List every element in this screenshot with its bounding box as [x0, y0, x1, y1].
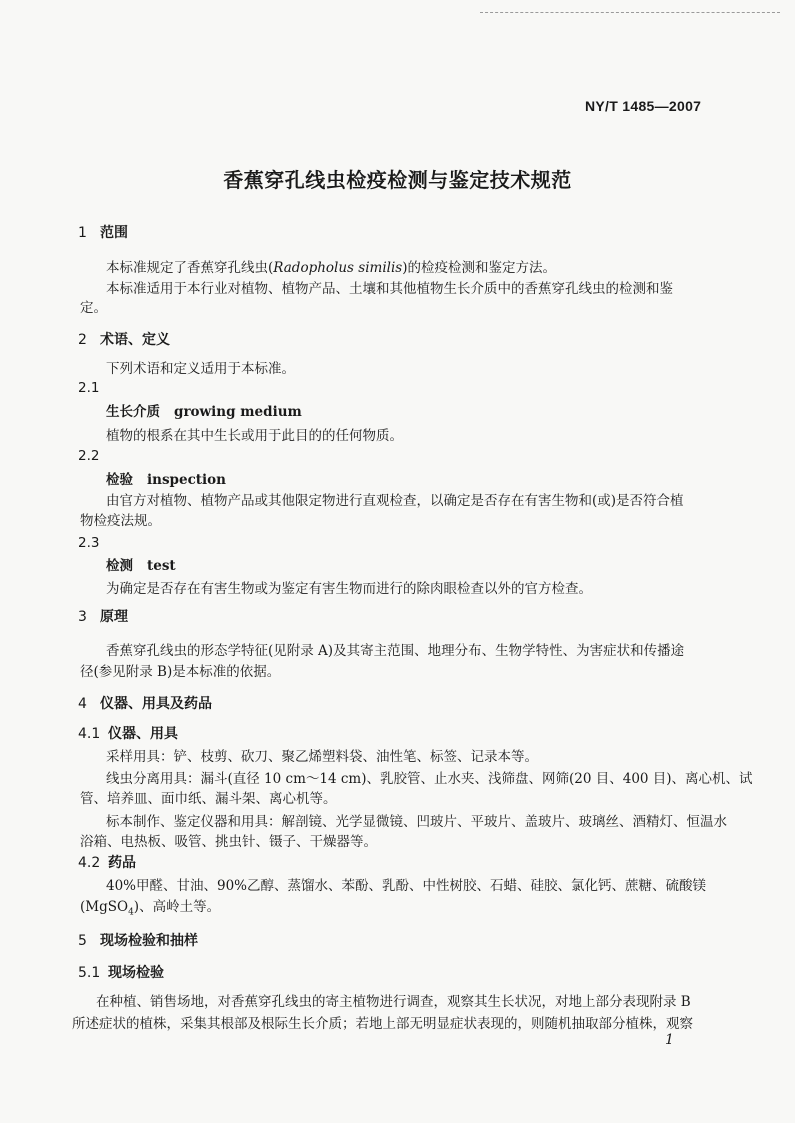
- section-title: 现场检验和抽样: [100, 933, 198, 949]
- section-title: 术语、定义: [100, 332, 170, 348]
- section-number: 4.2: [78, 855, 101, 871]
- term-2-1-definition: 植物的根系在其中生长或用于此目的的任何物质。: [106, 428, 403, 444]
- reagents-line-2: (MgSO$_4$)、高岭土等。: [80, 899, 221, 918]
- section-title: 药品: [108, 855, 136, 871]
- header-rule: [480, 12, 780, 13]
- section-number: 2: [78, 332, 87, 348]
- terms-intro: 下列术语和定义适用于本标准。: [106, 361, 295, 377]
- section-title: 原理: [100, 609, 128, 625]
- reagents-line-1: 40%甲醛、甘油、90%乙醇、蒸馏水、苯酚、乳酚、中性树胶、石蜡、硅胶、氯化钙、蔗糖、硫酸镁: [106, 878, 707, 894]
- field-inspection-line-2: 所述症状的植株，采集其根部及根际生长介质；若地上部无明显症状表现的，则随机抽取部分植株，观察: [72, 1016, 693, 1032]
- section-title: 仪器、用具及药品: [100, 696, 212, 712]
- scope-paragraph-2-line-1: 本标准适用于本行业对植物、植物产品、土壤和其他植物生长介质中的香蕉穿孔线虫的检测和鉴: [106, 281, 673, 297]
- section-2-heading: [78, 333, 170, 347]
- document-title: 香蕉穿孔线虫检疫检测与鉴定技术规范: [223, 168, 572, 192]
- section-title: 仪器、用具: [108, 726, 178, 742]
- term-2-2-number: 2.2: [78, 448, 100, 464]
- term-2-3-name: 检测 test: [106, 558, 176, 574]
- instruments-line-2: 线虫分离用具：漏斗(直径 10 cm～14 cm)、乳胶管、止水夹、浅筛盘、网筛(20 目、400 目)、离心机、试: [106, 771, 753, 787]
- section-number: 4.1: [78, 726, 101, 742]
- section-4-1-heading: [78, 727, 178, 741]
- section-4-2-heading: [78, 856, 136, 870]
- scope-paragraph-2-line-2: 定。: [80, 300, 107, 316]
- section-4-heading: [78, 697, 212, 711]
- term-2-2-name: 检验 inspection: [106, 472, 226, 488]
- field-inspection-line-1: 在种植、销售场地，对香蕉穿孔线虫的寄主植物进行调查，观察其生长状况，对地上部分表现附录 B: [96, 994, 691, 1010]
- term-2-2-definition-line-1: 由官方对植物、植物产品或其他限定物进行直观检查，以确定是否存在有害生物和(或)是否符合植: [106, 493, 684, 509]
- section-number: 1: [78, 225, 87, 241]
- section-number: 4: [78, 696, 87, 712]
- scope-paragraph-1: 本标准规定了香蕉穿孔线虫(Radopholus similis)的检疫检测和鉴定方法。: [106, 260, 556, 276]
- term-2-3-number: 2.3: [78, 535, 100, 551]
- instruments-line-3: 管、培养皿、面巾纸、漏斗架、离心机等。: [80, 791, 337, 807]
- page-number: 1: [665, 1032, 674, 1048]
- standard-code: NY/T 1485—2007: [585, 98, 702, 114]
- principle-line-1: 香蕉穿孔线虫的形态学特征(见附录 A)及其寄主范围、地理分布、生物学特性、为害症状和传播途: [106, 643, 685, 659]
- section-5-1-heading: [78, 966, 164, 980]
- term-2-1-number: 2.1: [78, 380, 100, 396]
- section-3-heading: [78, 610, 128, 624]
- species-name: Radopholus similis: [273, 260, 403, 276]
- instruments-line-1: 采样用具：铲、枝剪、砍刀、聚乙烯塑料袋、油性笔、标签、记录本等。: [106, 749, 538, 765]
- section-1-heading: [78, 226, 128, 240]
- section-number: 5.1: [78, 965, 101, 981]
- section-title: 现场检验: [108, 965, 164, 981]
- section-number: 3: [78, 609, 87, 625]
- instruments-line-4: 标本制作、鉴定仪器和用具：解剖镜、光学显微镜、凹玻片、平玻片、盖玻片、玻璃丝、酒精灯、恒温水: [106, 814, 727, 830]
- section-5-heading: [78, 934, 198, 948]
- term-2-3-definition: 为确定是否存在有害生物或为鉴定有害生物而进行的除肉眼检查以外的官方检查。: [106, 581, 592, 597]
- section-number: 5: [78, 933, 87, 949]
- term-2-2-definition-line-2: 物检疫法规。: [80, 513, 161, 529]
- term-2-1-name: 生长介质 growing medium: [106, 404, 302, 420]
- section-title: 范围: [100, 225, 128, 241]
- principle-line-2: 径(参见附录 B)是本标准的依据。: [80, 664, 281, 680]
- instruments-line-5: 浴箱、电热板、吸管、挑虫针、镊子、干燥器等。: [80, 834, 377, 850]
